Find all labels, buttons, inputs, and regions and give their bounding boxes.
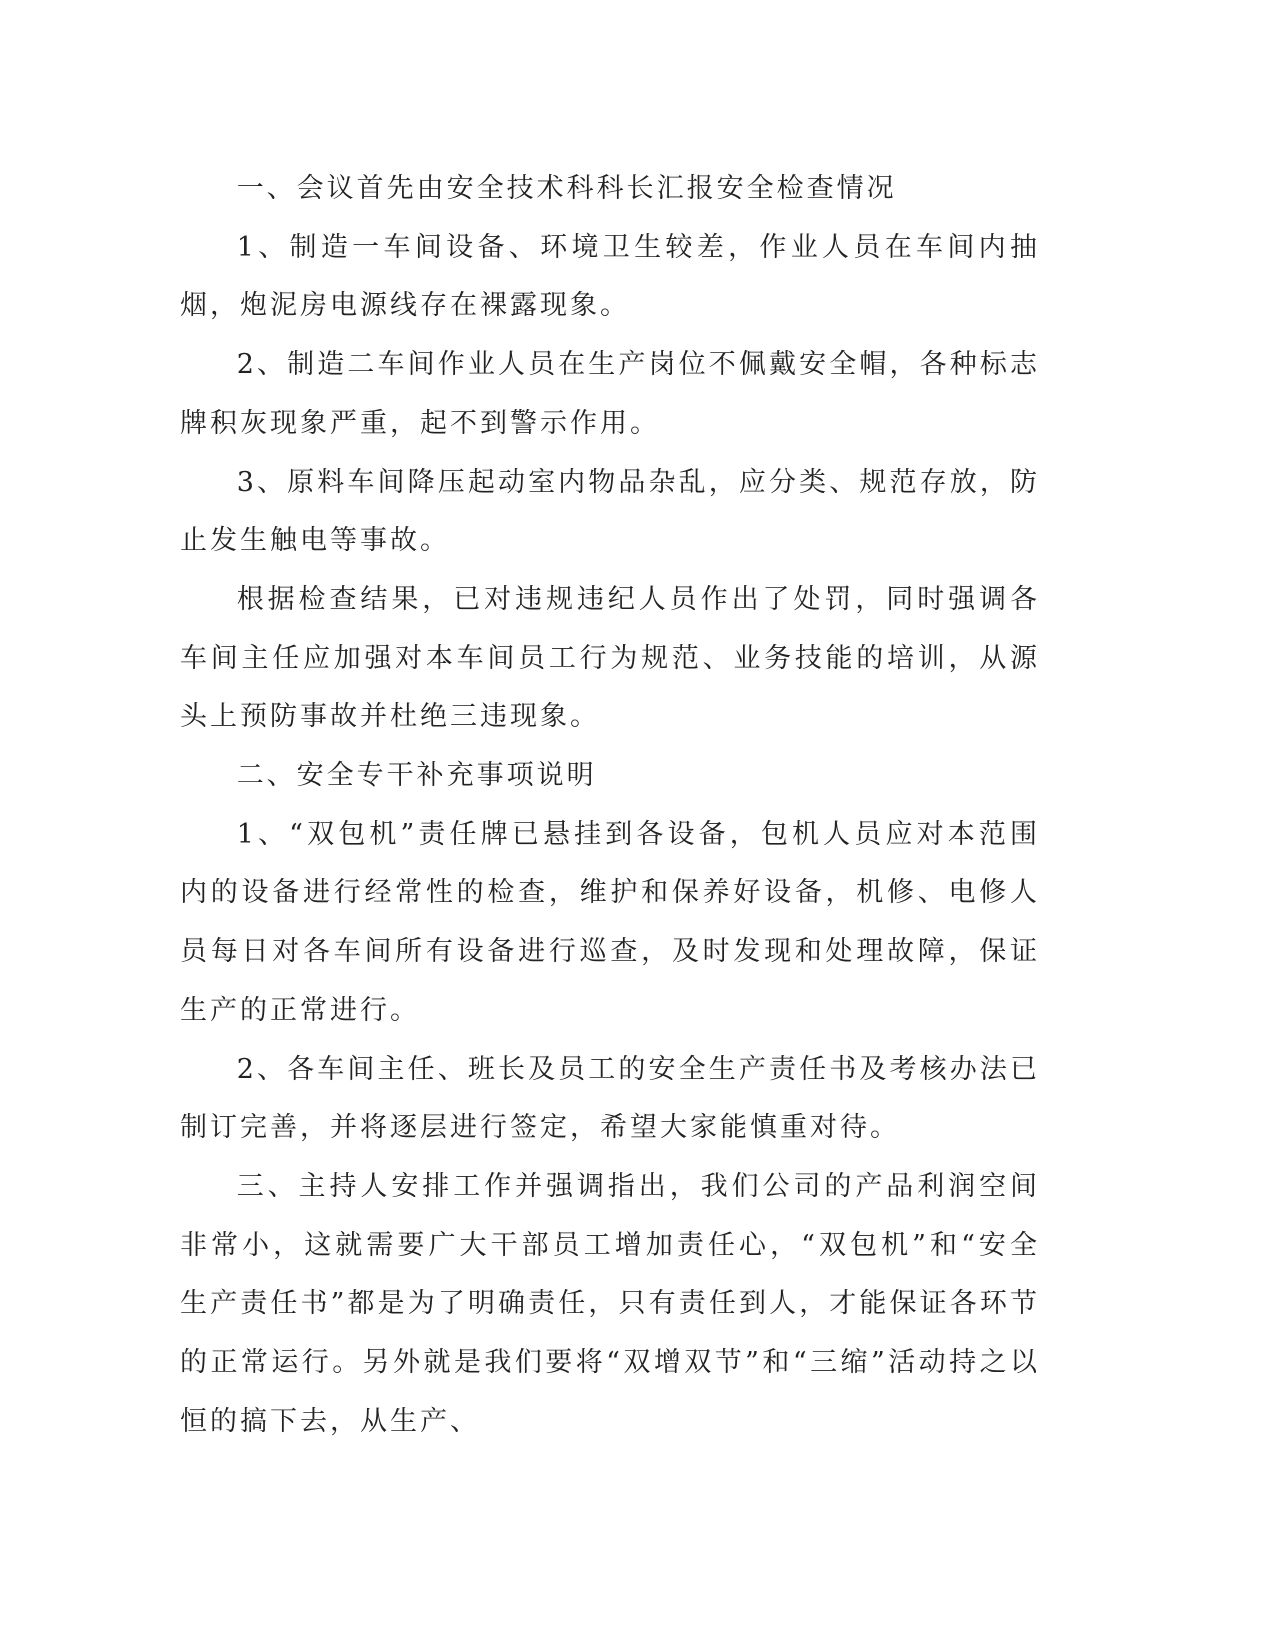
section-heading-3: 三、主持人安排工作并强调指出，我们公司的产品利润空间非常小，这就需要广大干部员工增加责任心，“双包机”和“安全生产责任书”都是为了明确责任，只有责任到人，才能保证各环节的正常运行。另外就是我们要将“双增双节”和“三缩”活动持之以恒的搞下去，从生产、: [180, 1170, 1040, 1437]
document-body: [180, 160, 1040, 1451]
paragraph-item-2-2: 2、各车间主任、班长及员工的安全生产责任书及考核办法已制订完善，并将逐层进行签定，希望大家能慎重对待。: [180, 1053, 1040, 1144]
section-heading-2: 二、安全专干补充事项说明: [236, 760, 597, 792]
paragraph-item-1-3: 3、原料车间降压起动室内物品杂乱，应分类、规范存放，防止发生触电等事故。: [180, 466, 1040, 557]
paragraph-item-2-1: 1、“双包机”责任牌已悬挂到各设备，包机人员应对本范围内的设备进行经常性的检查，维护和保养好设备，机修、电修人员每日对各车间所有设备进行巡查，及时发现和处理故障，保证生产的正常进行。: [180, 818, 1040, 1026]
paragraph-summary: 根据检查结果，已对违规违纪人员作出了处罚，同时强调各车间主任应加强对本车间员工行为规范、业务技能的培训，从源头上预防事故并杜绝三违现象。: [180, 583, 1040, 733]
paragraph-item-1-2: 2、制造二车间作业人员在生产岗位不佩戴安全帽，各种标志牌积灰现象严重，起不到警示作用。: [180, 349, 1040, 439]
paragraph-item-1-1: 1、制造一车间设备、环境卫生较差，作业人员在车间内抽烟，炮泥房电源线存在裸露现象。: [180, 231, 1040, 322]
section-heading-1: 一、会议首先由安全技术科科长汇报安全检查情况: [236, 173, 897, 204]
